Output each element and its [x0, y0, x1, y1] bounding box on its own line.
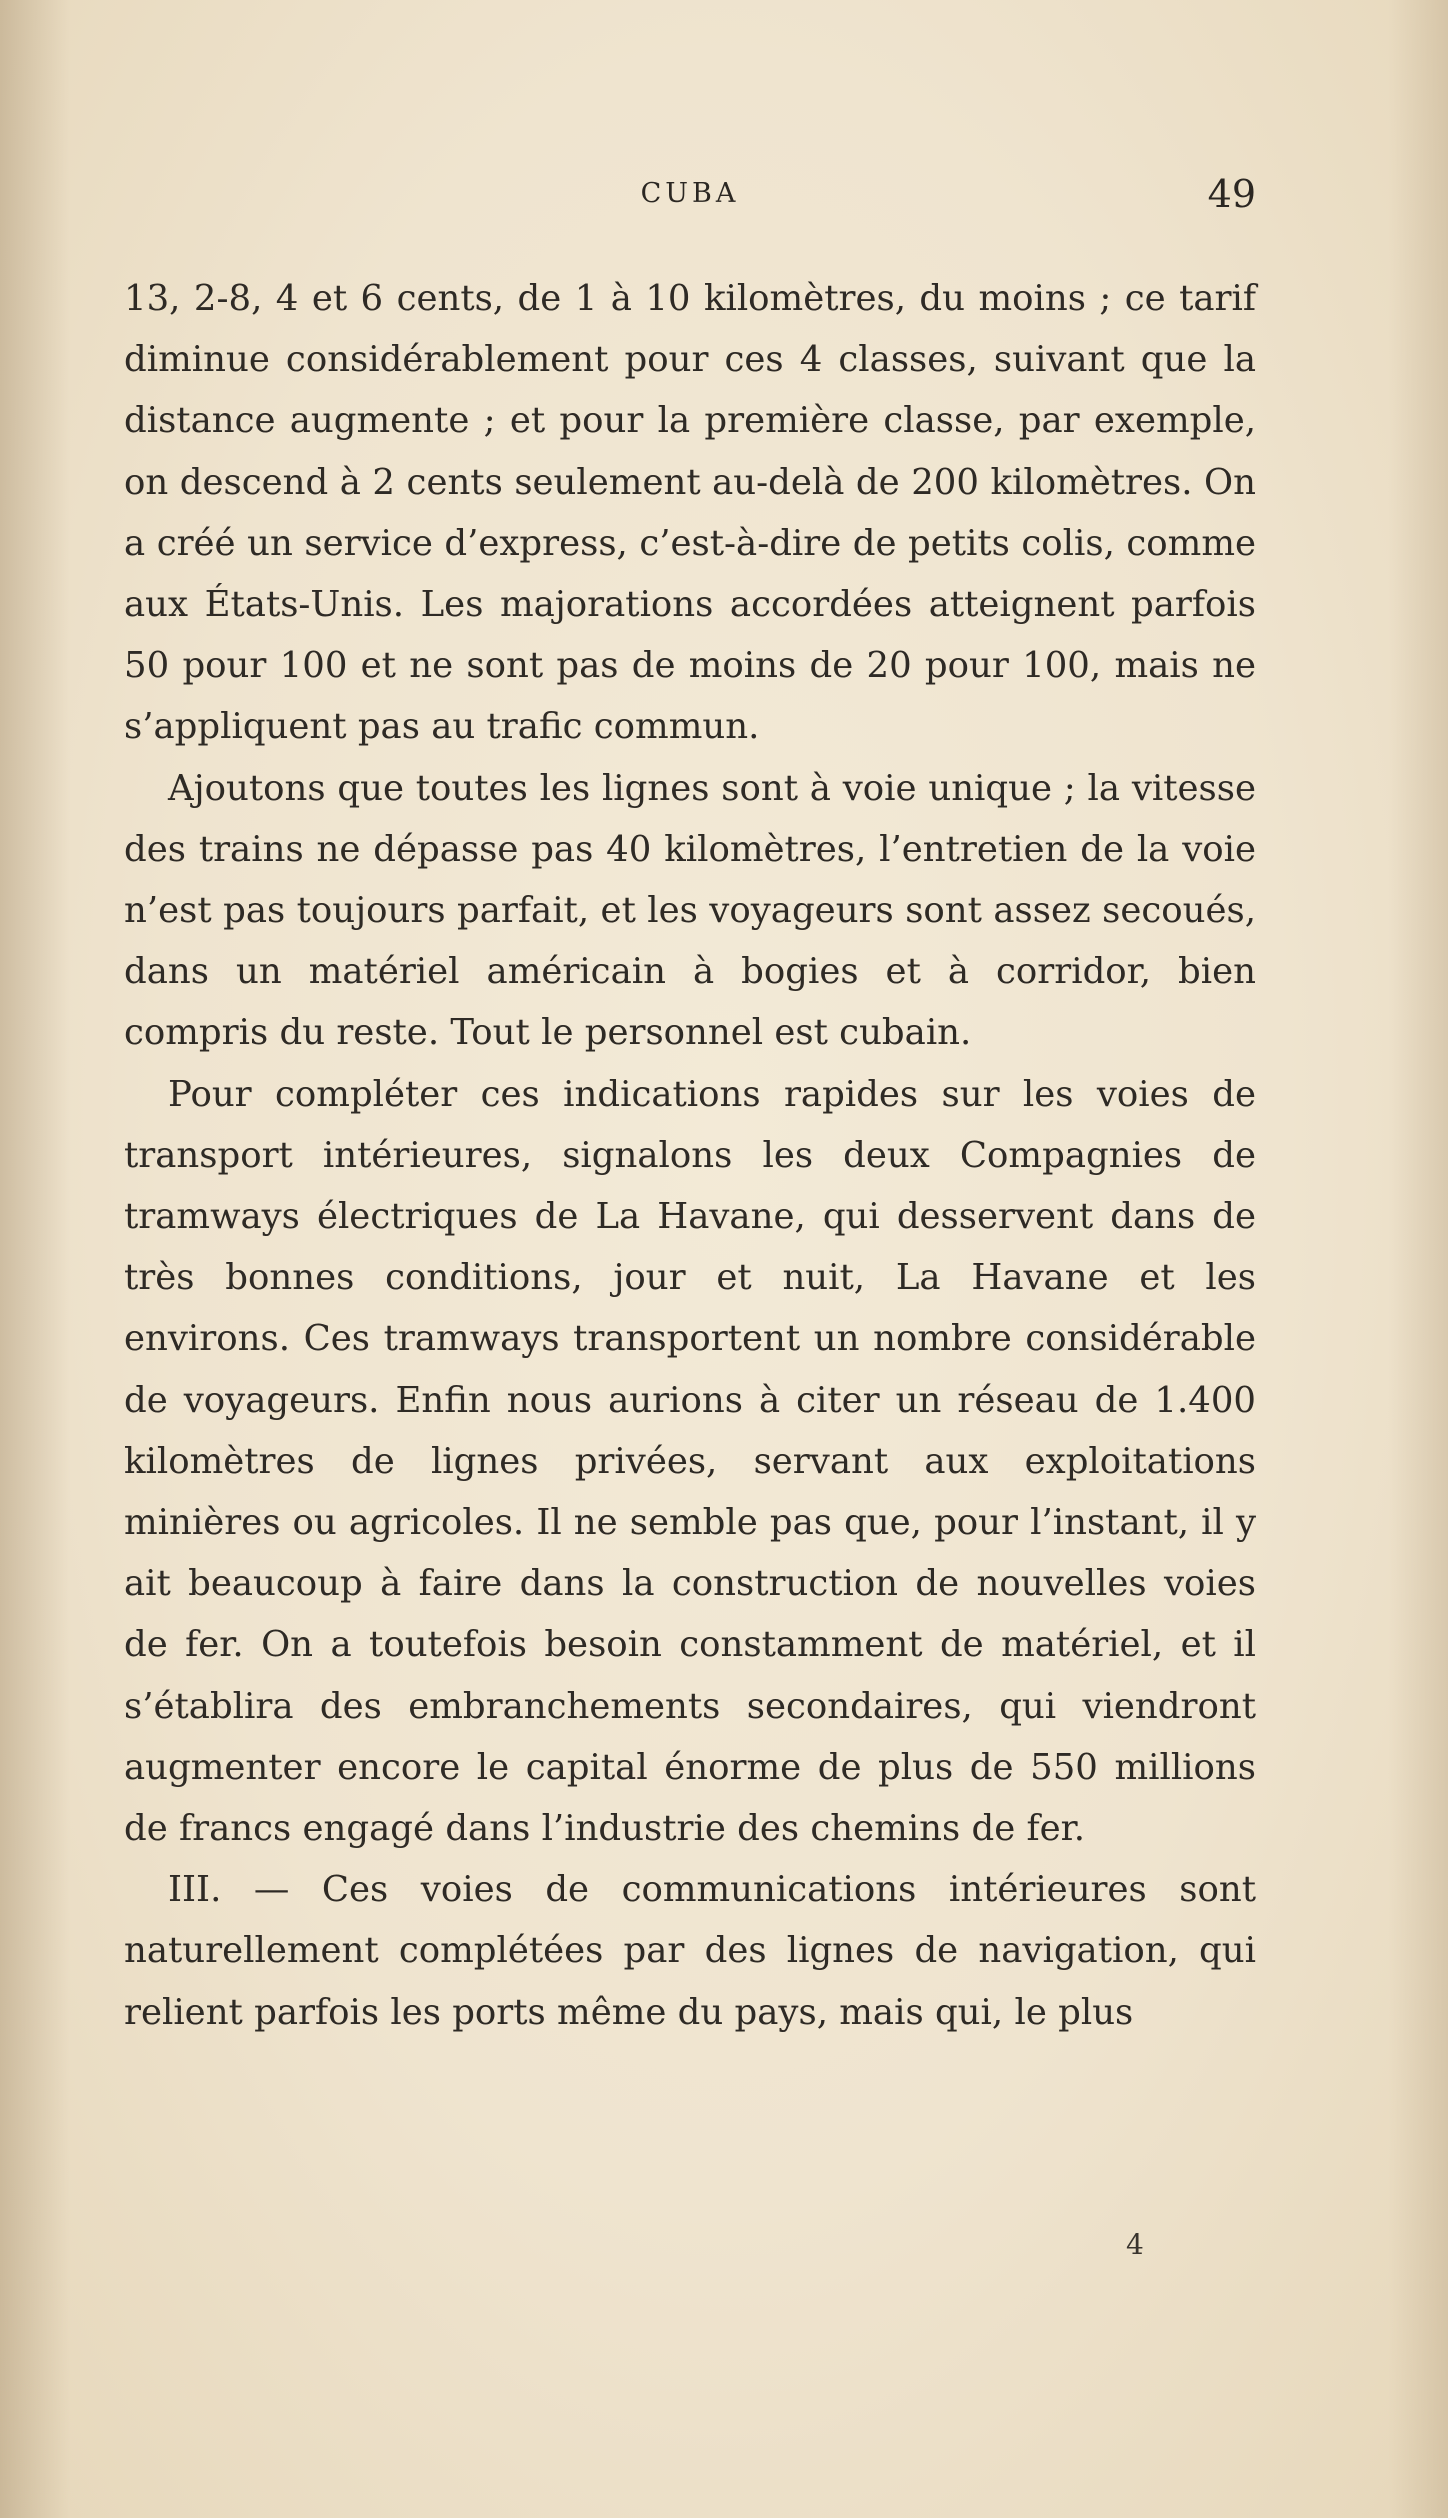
paragraph-continuation: 13, 2-8, 4 et 6 cents, de 1 à 10 kilomètres, du moins ; ce tarif diminue considérablement pour ces 4 classes, suivant que la distance augmente ; et pour la première classe, par exemple, on descend à 2 cents seulement au-delà de 200 kilomètres. On a créé un service d’express, c’est-à-dire de petits colis, comme aux États-Unis. Les majorations accordées atteignent parfois 50 pour 100 et ne sont pas de moins de 20 pour 100, mais ne s’appliquent pas au trafic commun.: [124, 278, 1256, 748]
signature-mark: 4: [1126, 2228, 1144, 2261]
paragraph-tramways: Pour compléter ces indications rapides sur les voies de transport intérieures, signalons les deux Compagnies de tramways électriques de La Havane, qui desservent dans de très bonnes conditions, jour et nuit, La Havane et les environs. Ces tramways transportent un nombre considérable de voyageurs. Enfin nous aurions à citer un réseau de 1.400 kilomètres de lignes privées, servant aux exploitations minières ou agricoles. Il ne semble pas que, pour l’instant, il y ait beaucoup à faire dans la construction de nouvelles voies de fer. On a toutefois besoin constamment de matériel, et il s’établira des embranchements secondaires, qui viendront augmenter encore le capital énorme de plus de 550 millions de francs engagé dans l’industrie des chemins de fer.: [124, 1073, 1256, 1850]
body-text: [124, 268, 1256, 2043]
running-title: CUBA: [640, 178, 740, 209]
paragraph-track-conditions: Ajoutons que toutes les lignes sont à voie unique ; la vitesse des trains ne dépasse pas 40 kilomètres, l’entretien de la voie n’est pas toujours parfait, et les voyageurs sont assez secoués, dans un matériel américain à bogies et à corridor, bien compris du reste. Tout le personnel est cubain.: [124, 767, 1256, 1054]
page-number: 49: [1207, 172, 1256, 216]
page-header: [124, 172, 1256, 228]
paragraph-navigation: III. — Ces voies de communications intérieures sont naturellement complétées par des lignes de navigation, qui relient parfois les ports même du pays, mais qui, le plus: [124, 1869, 1256, 2033]
